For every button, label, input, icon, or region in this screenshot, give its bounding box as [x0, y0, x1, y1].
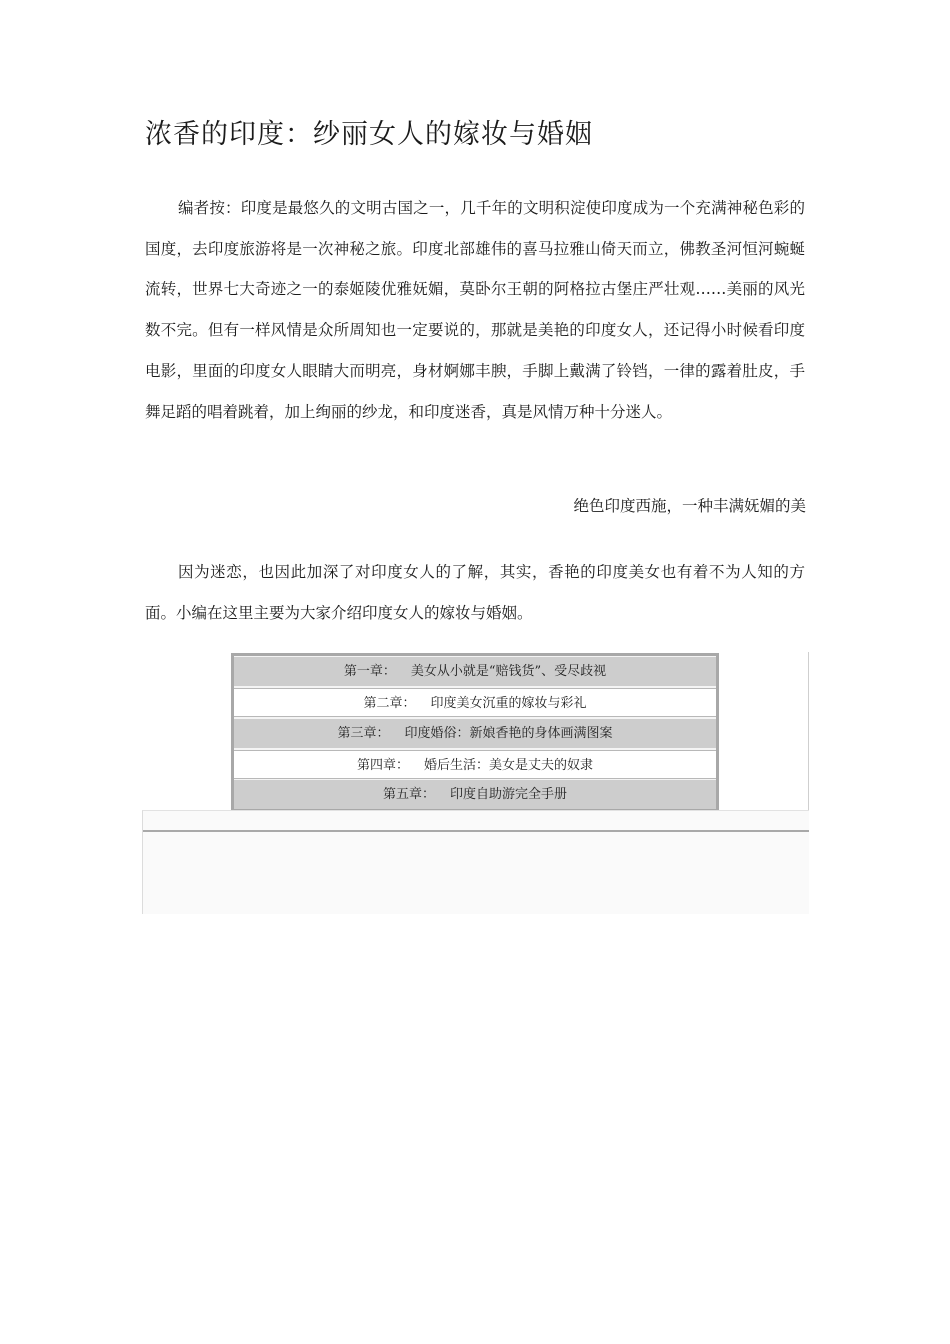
chapter-title: 美女从小就是“赔钱货”、受尽歧视	[410, 664, 607, 679]
chapter-table	[231, 653, 719, 811]
chapter-number: 第五章：	[382, 787, 435, 802]
image-caption: 绝色印度西施，一种丰满妩媚的美	[573, 497, 806, 515]
chapter-number: 第一章：	[343, 664, 396, 679]
horizontal-rule	[143, 830, 809, 832]
article-title: 浓香的印度：纱丽女人的嫁妆与婚姻	[145, 119, 593, 150]
chapter-link-1[interactable]	[234, 657, 716, 686]
chapter-number: 第二章：	[363, 696, 416, 711]
chapter-link-2[interactable]	[234, 688, 716, 717]
chapter-title: 印度婚俗：新娘香艳的身体画满图案	[404, 726, 613, 741]
intro-paragraph: 因为迷恋，也因此加深了对印度女人的了解，其实，香艳的印度美女也有着不为人知的方面。小编在这里主要为大家介绍印度女人的嫁妆与婚姻。	[145, 563, 805, 622]
chapter-title: 印度自助游完全手册	[450, 787, 568, 802]
chapter-link-5[interactable]	[234, 780, 716, 809]
chapter-number: 第三章：	[337, 726, 390, 741]
chapter-link-3[interactable]	[234, 719, 716, 748]
content-frame	[142, 810, 809, 914]
chapter-title: 婚后生活：美女是丈夫的奴隶	[424, 758, 594, 773]
chapter-number: 第四章：	[356, 758, 409, 773]
chapter-title: 印度美女沉重的嫁妆与彩礼	[430, 696, 587, 711]
editor-note-paragraph: 编者按：印度是最悠久的文明古国之一，几千年的文明积淀使印度成为一个充满神秘色彩的国度，去印度旅游将是一次神秘之旅。印度北部雄伟的喜马拉雅山倚天而立，佛教圣河恒河蜿蜒流转，世界七大奇迹之一的泰姬陵优雅妩媚，莫卧尔王朝的阿格拉古堡庄严壮观……美丽的风光数不完。但有一样风情是众所周知也一定要说的，那就是美艳的印度女人，还记得小时候看印度电影，里面的印度女人眼睛大而明亮，身材婀娜丰腴，手脚上戴满了铃铛，一律的露着肚皮，手舞足蹈的唱着跳着，加上绚丽的纱龙，和印度迷香，真是风情万种十分迷人。	[145, 199, 805, 421]
chapter-link-4[interactable]	[234, 750, 716, 779]
